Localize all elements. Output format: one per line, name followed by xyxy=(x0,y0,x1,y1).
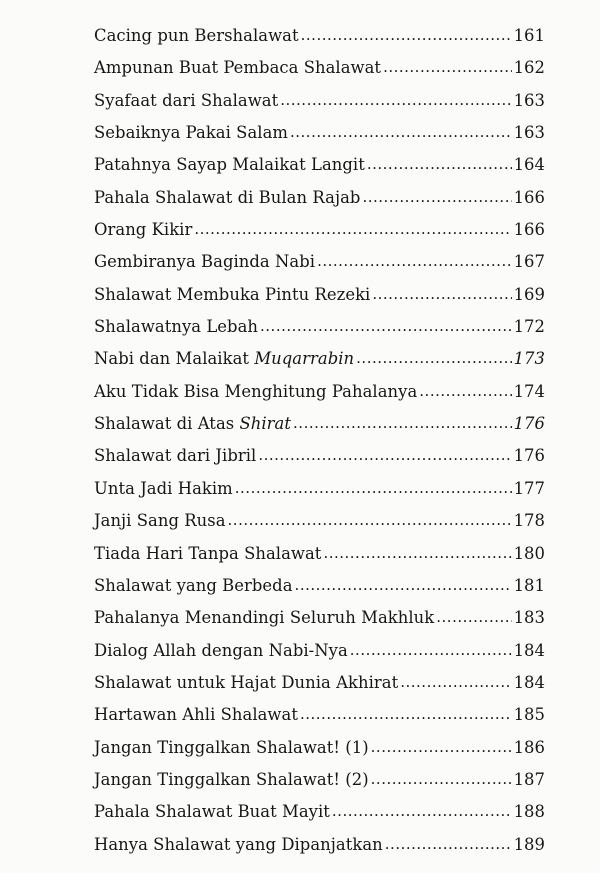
dot-leader xyxy=(356,348,511,367)
toc-entry-page: 181 xyxy=(513,575,545,595)
toc-entry-page: 173 xyxy=(513,349,545,369)
dot-leader xyxy=(332,801,512,820)
toc-entry-title-italic: Shirat xyxy=(239,414,292,434)
toc-entry-title-prefix: Shalawat di Atas xyxy=(94,414,240,434)
dot-leader xyxy=(228,510,512,529)
dot-leader xyxy=(436,607,511,626)
dot-leader xyxy=(323,543,511,562)
toc-entry xyxy=(94,188,545,220)
toc-entry-page: 186 xyxy=(513,737,545,757)
toc-entry-page: 167 xyxy=(513,252,545,272)
toc-entry-page: 176 xyxy=(513,446,545,466)
dot-leader xyxy=(419,381,511,400)
dot-leader xyxy=(371,769,512,788)
toc-entry-title: Shalawat yang Berbeda xyxy=(94,575,293,595)
toc-entry-page: 185 xyxy=(513,705,545,725)
toc-entry-page: 187 xyxy=(513,769,545,789)
toc-entry xyxy=(94,641,545,673)
toc-entry xyxy=(94,511,545,543)
toc-entry xyxy=(94,382,545,414)
toc-entry xyxy=(94,155,545,187)
toc-entry-title: Cacing pun Bershalawat xyxy=(94,26,299,45)
dot-leader xyxy=(371,737,512,756)
toc-entry-page: 163 xyxy=(513,90,545,110)
toc-entry-page: 178 xyxy=(513,511,545,531)
toc-entry xyxy=(94,835,545,867)
toc-entry-title: Orang Kikir xyxy=(94,220,193,240)
toc-entry-page: 163 xyxy=(513,123,545,143)
toc-entry xyxy=(94,479,545,511)
toc-entry-title: Tiada Hari Tanpa Shalawat xyxy=(94,543,322,563)
toc-entry-title: Hanya Shalawat yang Dipanjatkan xyxy=(94,834,383,854)
toc-entry-title: Gembiranya Baginda Nabi xyxy=(94,252,316,272)
toc-entry-page: 166 xyxy=(513,187,545,207)
dot-leader xyxy=(372,284,511,303)
dot-leader xyxy=(260,316,512,335)
toc-entry-title: Pahala Shalawat di Bulan Rajab xyxy=(94,187,361,207)
toc-entry-title: Pahalanya Menandingi Seluruh Makhluk xyxy=(94,608,435,628)
toc-entry-page: 184 xyxy=(513,640,545,660)
dot-leader xyxy=(362,187,511,206)
toc-entry-title: Shalawatnya Lebah xyxy=(94,317,259,337)
dot-leader xyxy=(235,478,512,497)
toc-entry-page: 183 xyxy=(513,608,545,628)
toc-entry-page: 174 xyxy=(513,381,545,401)
toc-entry xyxy=(94,608,545,640)
toc-entry-title xyxy=(94,414,291,433)
dot-leader xyxy=(383,57,512,76)
toc-entry xyxy=(94,123,545,155)
toc-entry xyxy=(94,26,545,58)
toc-entry-title: Shalawat Membuka Pintu Rezeki xyxy=(94,284,371,304)
toc-entry-title: Pahala Shalawat Buat Mayit xyxy=(94,802,330,822)
toc-entry-page: 184 xyxy=(513,672,545,692)
toc-entry-page: 164 xyxy=(513,155,545,175)
dot-leader xyxy=(293,413,512,432)
toc-entry xyxy=(94,705,545,737)
dot-leader xyxy=(300,704,512,723)
toc-entry-page: 177 xyxy=(513,478,545,498)
toc-entry-page: 180 xyxy=(513,543,545,563)
toc-entry-title: Sebaiknya Pakai Salam xyxy=(94,123,288,143)
dot-leader xyxy=(194,219,511,238)
toc-entry xyxy=(94,576,545,608)
toc-entry-title-prefix: Nabi dan Malaikat xyxy=(94,349,255,369)
toc-entry xyxy=(94,738,545,770)
dot-leader xyxy=(258,445,511,464)
dot-leader xyxy=(350,640,512,659)
toc-entry xyxy=(94,673,545,705)
dot-leader xyxy=(280,90,511,109)
toc-entry-page: 166 xyxy=(513,220,545,240)
toc-entry-title: Janji Sang Rusa xyxy=(94,511,226,531)
toc-entry-title: Jangan Tinggalkan Shalawat! (2) xyxy=(94,769,369,789)
toc-entry-title: Syafaat dari Shalawat xyxy=(94,90,279,110)
toc-entry-title: Dialog Allah dengan Nabi-Nya xyxy=(94,640,348,660)
dot-leader xyxy=(295,575,512,594)
toc-entry xyxy=(94,349,545,381)
toc-entry xyxy=(94,414,545,446)
toc-entry-title: Jangan Tinggalkan Shalawat! (1) xyxy=(94,737,369,757)
dot-leader xyxy=(400,672,511,691)
toc-entry-title: Hartawan Ahli Shalawat xyxy=(94,705,298,725)
toc-entry xyxy=(94,285,545,317)
toc-entry-title: Unta Jadi Hakim xyxy=(94,478,233,498)
dot-leader xyxy=(367,154,512,173)
dot-leader xyxy=(317,251,512,270)
toc-entry-page: 161 xyxy=(513,26,545,45)
toc-entry-title: Aku Tidak Bisa Menghitung Pahalanya xyxy=(94,381,418,401)
toc-entry xyxy=(94,770,545,802)
toc-entry-title xyxy=(94,349,354,368)
toc-entry-page: 188 xyxy=(513,802,545,822)
toc-entry-page: 162 xyxy=(513,58,545,78)
toc-entry xyxy=(94,446,545,478)
toc-entry xyxy=(94,58,545,90)
toc-entry-page: 189 xyxy=(513,834,545,854)
toc-entry-title: Ampunan Buat Pembaca Shalawat xyxy=(94,58,382,78)
toc-entry xyxy=(94,91,545,123)
toc-entry-title: Patahnya Sayap Malaikat Langit xyxy=(94,155,365,175)
toc-entry xyxy=(94,220,545,252)
toc-entry-page: 169 xyxy=(513,284,545,304)
toc-entry-page: 172 xyxy=(513,317,545,337)
toc-entry-title: Shalawat dari Jibril xyxy=(94,446,257,466)
toc-entry xyxy=(94,252,545,284)
dot-leader xyxy=(385,834,512,853)
toc-entry-title-italic: Muqarrabin xyxy=(254,349,355,369)
toc-entry xyxy=(94,317,545,349)
table-of-contents xyxy=(94,26,545,867)
toc-entry-title: Shalawat untuk Hajat Dunia Akhirat xyxy=(94,672,399,692)
toc-entry xyxy=(94,802,545,834)
dot-leader xyxy=(290,122,512,141)
dot-leader xyxy=(301,25,512,44)
toc-entry xyxy=(94,544,545,576)
toc-entry-page: 176 xyxy=(513,414,545,434)
